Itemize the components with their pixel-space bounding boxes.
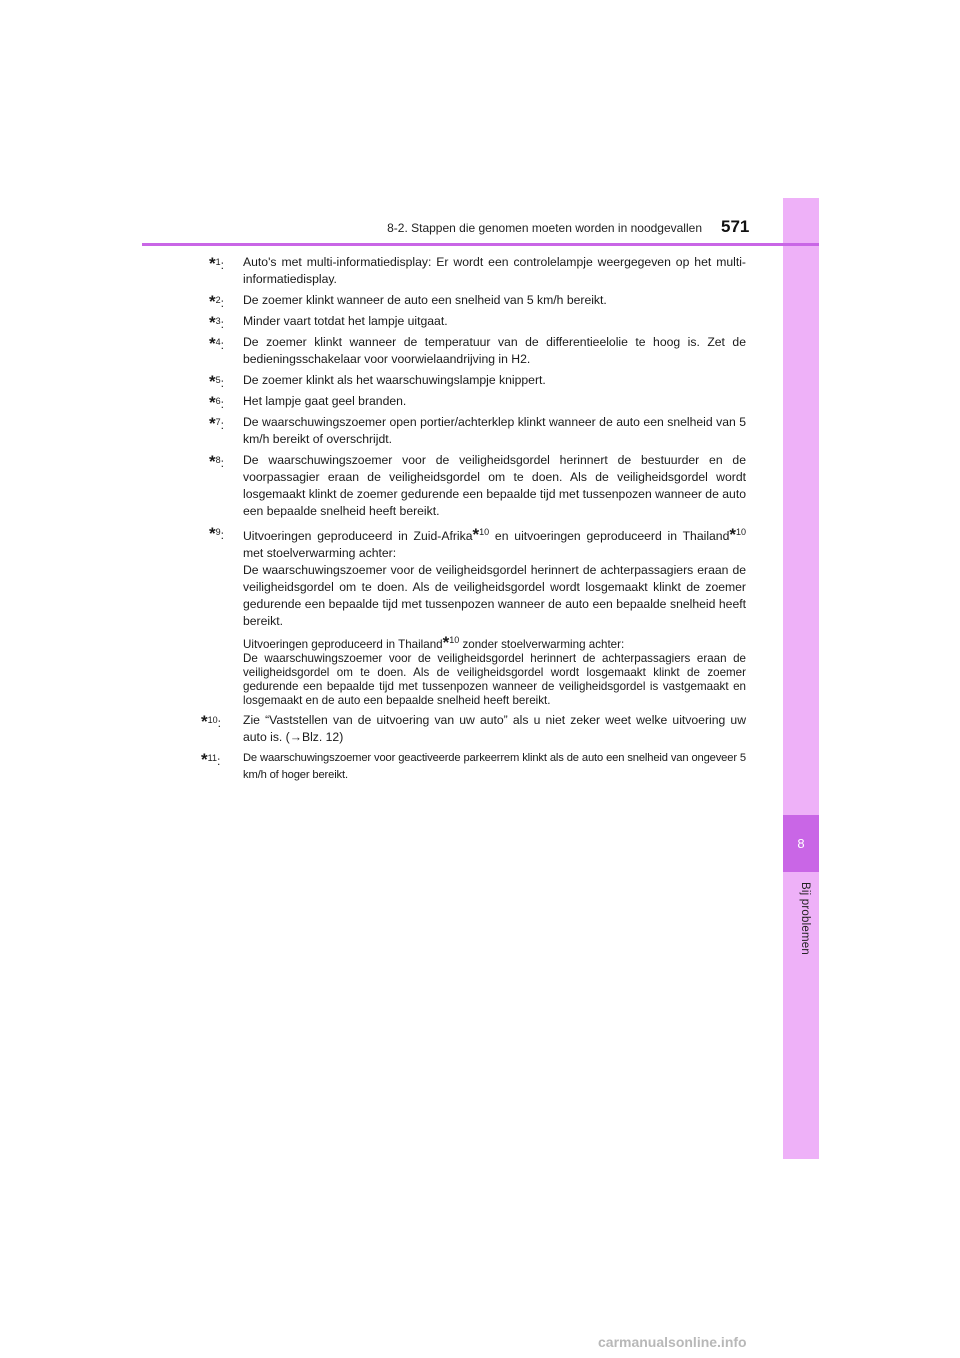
footnote-marker: *$^9$: bbox=[209, 524, 225, 543]
footnote-marker: *$^1$: bbox=[209, 254, 225, 273]
footnote-text: Uitvoeringen geproduceerd in Zuid-Afrika*$^{10}$ en uitvoeringen geproduceerd in Thailand*$^{10}$ met stoelverwarming achter: De waarschuwingszoemer voor de veiligheidsgordel herinnert de achterpassagiers eraan de veiligheidsgordel om te doen. Als de veiligheidsgordel wordt losgemaakt klinkt de zoemer gedurende een bepaalde tijd met tussenpozen wanneer de auto een bepaalde snelheid heeft bereikt. bbox=[243, 525, 747, 628]
footnote-text: De zoemer klinkt wanneer de temperatuur van de differentieelolie te hoog is. Zet de bedieningsschakelaar voor voorwielaandrijving in H2. bbox=[243, 335, 746, 366]
footnote-text: De waarschuwingszoemer voor geactiveerde parkeerrem klinkt als de auto een snelheid van ongeveer 5 km/h of hoger bereikt. bbox=[243, 752, 746, 781]
footnote-text: De waarschuwingszoemer open portier/achterklep klinkt wanneer de auto een snelheid van 5 km/h bereikt of overschrijdt. bbox=[243, 415, 746, 446]
page-reference-link[interactable]: Blz. 12) bbox=[301, 730, 344, 744]
header-divider bbox=[142, 243, 819, 246]
footnote-text: Minder vaart totdat het lampje uitgaat. bbox=[243, 314, 448, 328]
footnote-4 bbox=[209, 334, 746, 368]
footnote-text: De zoemer klinkt wanneer de auto een snelheid van 5 km/h bereikt. bbox=[243, 293, 607, 307]
footnote-text: De waarschuwingszoemer voor de veiligheidsgordel herinnert de bestuurder en de voorpassagier eraan de veiligheidsgordel om te doen. Als de veiligheidsgordel wordt losgemaakt klinkt de zoemer gedurende een bepaalde tijd met tussenpozen wanneer de auto een bepaalde snelheid heeft bereikt. bbox=[243, 453, 746, 518]
footnote-3 bbox=[209, 313, 746, 330]
footnote-marker: *$^{10}$: bbox=[201, 712, 222, 731]
arrow-icon: → bbox=[289, 730, 302, 744]
footnote-7 bbox=[209, 414, 746, 448]
footnote-2 bbox=[209, 292, 746, 309]
footnote-marker: *$^4$: bbox=[209, 334, 225, 353]
footnote-11 bbox=[201, 750, 746, 784]
footnote-8 bbox=[209, 452, 746, 520]
footnote-marker: *$^5$: bbox=[209, 372, 225, 391]
footnote-5 bbox=[209, 372, 746, 389]
footnote-list bbox=[201, 254, 747, 788]
footnote-text: Uitvoeringen geproduceerd in Thailand*$^{10}$ zonder stoelverwarming achter: De waarschuwingszoemer voor de veiligheidsgordel herinnert de achterpassagiers eraan de veiligheidsgordel om te doen. Als de veiligheidsgordel wordt losgemaakt klinkt de zoemer gedurende een bepaalde tijd met tussenpozen wanneer de veiligheidsgordel is vastgemaakt en losgemaakt en de auto een bepaalde snelheid heeft bereikt. bbox=[243, 633, 746, 707]
side-tab bbox=[783, 198, 819, 1159]
footnote-9 bbox=[209, 524, 746, 708]
chapter-label: Bij problemen bbox=[799, 882, 811, 955]
page-number: 571 bbox=[721, 217, 750, 236]
footnote-text: Auto's met multi-informatiedisplay: Er wordt een controlelampje weergegeven op het multi-informatiedisplay. bbox=[243, 255, 746, 286]
section-title: 8-2. Stappen die genomen moeten worden in noodgevallen bbox=[387, 221, 702, 235]
footnote-marker: *$^8$: bbox=[209, 452, 225, 471]
footnote-marker: *$^6$: bbox=[209, 393, 225, 412]
footnote-marker: *$^{11}$: bbox=[201, 750, 221, 769]
footnote-marker: *$^7$: bbox=[209, 414, 225, 433]
footnote-1 bbox=[209, 254, 746, 288]
footnote-text: Het lampje gaat geel branden. bbox=[243, 394, 407, 408]
footnote-text: Zie “Vaststellen van de uitvoering van uw auto” als u niet zeker weet welke uitvoering uw auto is. (→Blz. 12) bbox=[243, 713, 746, 744]
watermark: carmanualsonline.info bbox=[598, 1334, 747, 1350]
footnote-10 bbox=[201, 712, 746, 746]
footnote-marker: *$^2$: bbox=[209, 292, 225, 311]
footnote-marker: *$^3$: bbox=[209, 313, 225, 332]
footnote-6 bbox=[209, 393, 746, 410]
chapter-number-tab[interactable]: 8 bbox=[783, 815, 819, 872]
footnote-text: De zoemer klinkt als het waarschuwingslampje knippert. bbox=[243, 373, 546, 387]
